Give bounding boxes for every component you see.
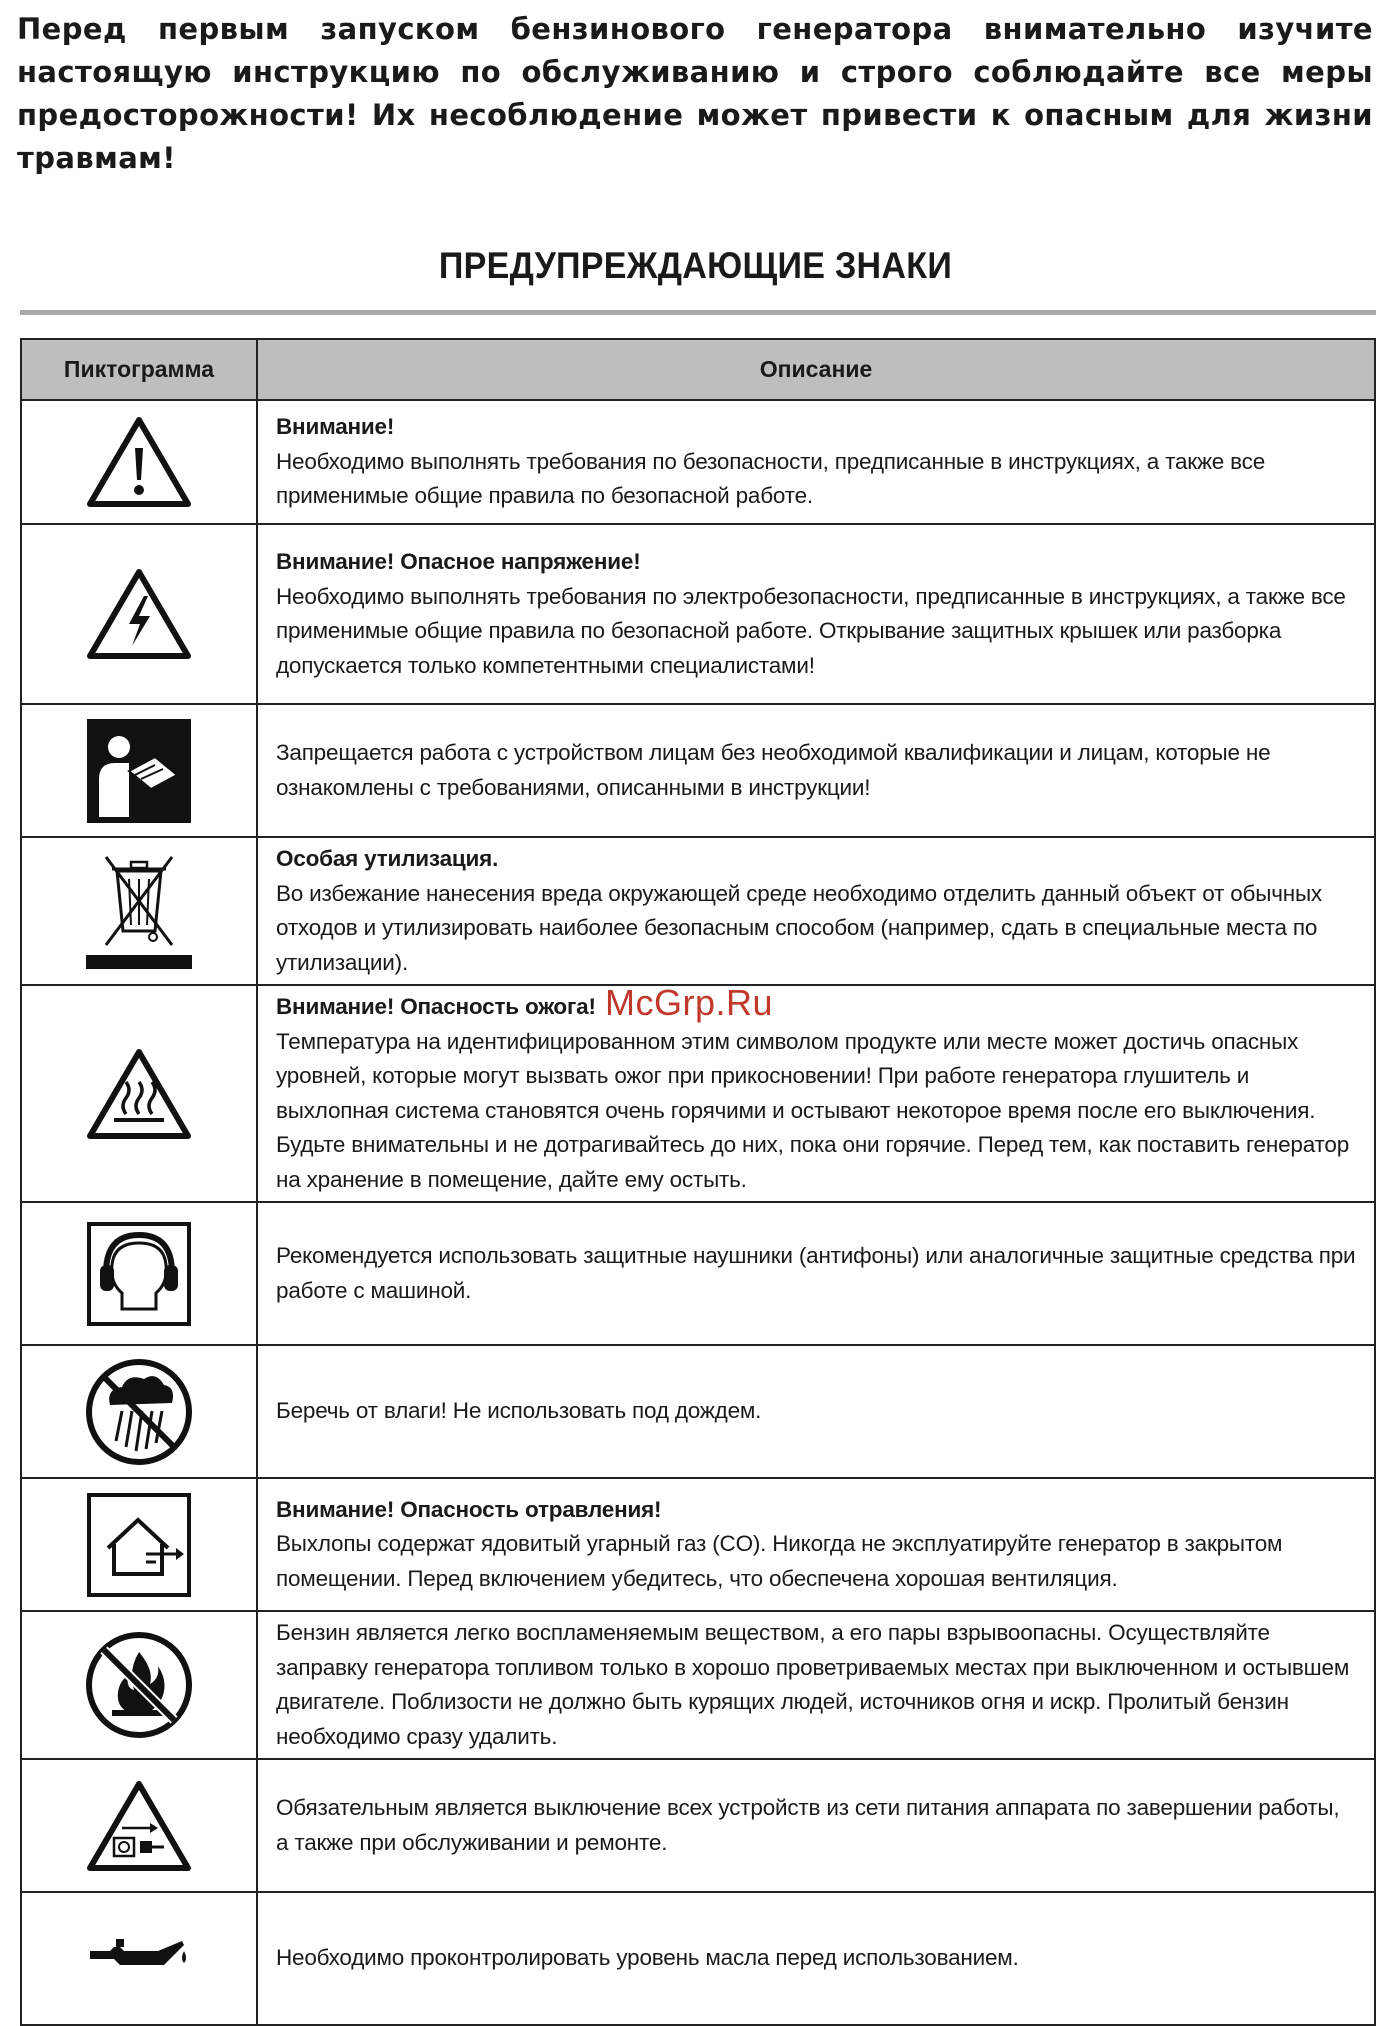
description-cell [257, 704, 1375, 837]
table-header-row [21, 339, 1375, 400]
description-cell [257, 985, 1375, 1202]
pictogram-cell [21, 1759, 257, 1892]
oil-can-icon [84, 1929, 194, 1989]
row-text: Во избежание нанесения вреда окружающей среде необходимо отделить данный объект от обычных отходов и утилизировать наиболее безопасным способом (например, сдать в специальные места по утилизации). [276, 880, 1322, 975]
indoor-exhaust-icon [86, 1492, 192, 1598]
pictogram-cell [21, 704, 257, 837]
row-text: Необходимо выполнять требования по электробезопасности, предписанные в инструкциях, а также все применимые общие правила по безопасной работе. Открывание защитных крышек или разборка допускается только компетентными специалистами! [276, 583, 1346, 678]
hot-surface-icon [84, 1046, 194, 1142]
table-row [21, 704, 1375, 837]
row-text: Выхлопы содержат ядовитый угарный газ (CO). Никогда не эксплуатируйте генератор в закрытом помещении. Перед включением убедитесь, что обеспечена хорошая вентиляция. [276, 1531, 1283, 1591]
description-cell [257, 1478, 1375, 1611]
table-row [21, 1892, 1375, 2025]
row-text: Беречь от влаги! Не использовать под дождем. [276, 1398, 762, 1424]
header-pictogram: Пиктограмма [21, 339, 257, 400]
description-cell [257, 837, 1375, 985]
row-text: Запрещается работа с устройством лицам без необходимой квалификации и лицам, которые не ознакомлены с требованиями, описанными в инструкции! [276, 740, 1271, 800]
row-text: Рекомендуется использовать защитные наушники (антифоны) или аналогичные защитные средства при работе с машиной. [276, 1243, 1356, 1303]
unplug-warning-icon [84, 1778, 194, 1874]
row-title: Внимание! Опасность отравления! [276, 1496, 662, 1522]
row-text: Бензин является легко воспламеняемым веществом, а его пары взрывоопасны. Осуществляйте заправку генератора топливом только в хорошо проветриваемых местах при выключенном и остывшем двигателе. Поблизости не должно быть курящих людей, источников огня и искр. Пролитый бензин необходимо сразу удалить. [276, 1620, 1350, 1749]
header-description: Описание [257, 339, 1375, 400]
description-cell [257, 1611, 1375, 1759]
description-cell [257, 1345, 1375, 1478]
row-title: Внимание! Опасность ожога! [276, 994, 596, 1019]
pictogram-cell [21, 985, 257, 1202]
description-cell [257, 400, 1375, 524]
pictogram-cell [21, 1478, 257, 1611]
no-rain-icon [84, 1357, 194, 1467]
description-cell [257, 524, 1375, 704]
description-cell [257, 1202, 1375, 1345]
pictogram-cell [21, 400, 257, 524]
row-text: Необходимо выполнять требования по безопасности, предписанные в инструкциях, а также все применимые общие правила по безопасной работе. [276, 448, 1266, 509]
table-row [21, 400, 1375, 524]
pictogram-cell [21, 1202, 257, 1345]
no-open-flame-icon [84, 1630, 194, 1740]
warning-signs-table [20, 338, 1376, 2026]
warning-exclamation-icon [84, 414, 194, 510]
pictogram-cell [21, 524, 257, 704]
row-title: Внимание! [276, 414, 395, 440]
table-row [21, 837, 1375, 985]
pictogram-cell [21, 1611, 257, 1759]
description-cell [257, 1892, 1375, 2025]
pictogram-cell [21, 837, 257, 985]
row-title: Внимание! Опасное напряжение! [276, 549, 641, 574]
section-title: ПРЕДУПРЕЖДАЮЩИЕ ЗНАКИ [438, 245, 953, 286]
title-divider [20, 310, 1376, 315]
crossed-bin-icon [84, 851, 194, 971]
high-voltage-icon [84, 566, 194, 662]
intro-warning: Перед первым запуском бензинового генератора внимательно изучите настоящую инструкцию по обслуживанию и строго соблюдайте все меры предосторожности! Их несоблюдение может привести к опасным для жизни травмам! [17, 12, 1373, 175]
table-row [21, 1478, 1375, 1611]
description-cell [257, 1759, 1375, 1892]
table-row [21, 1611, 1375, 1759]
row-text: Необходимо проконтролировать уровень масла перед использованием. [276, 1945, 1019, 1971]
table-row [21, 1759, 1375, 1892]
table-row [21, 524, 1375, 704]
pictogram-cell [21, 1892, 257, 2025]
pictogram-cell [21, 1345, 257, 1478]
row-text: Температура на идентифицированном этим символом продукте или месте может достичь опасных уровней, которые могут вызвать ожог при прикосновении! При работе генератора глушитель и выхлопная система становятся очень горячими и остывают некоторое время после его выключения. Будьте внимательны и не дотрагивайтесь до них, пока они горячие. Перед тем, как поставить генератор на хранение в помещение, дайте ему остыть. [276, 1028, 1350, 1192]
table-row [21, 1202, 1375, 1345]
ear-protection-icon [86, 1221, 192, 1327]
table-row [21, 1345, 1375, 1478]
row-title: Особая утилизация. [276, 846, 499, 871]
watermark: McGrp.Ru [605, 982, 774, 1023]
row-text: Обязательным является выключение всех устройств из сети питания аппарата по завершении работы, а также при обслуживании и ремонте. [276, 1795, 1340, 1855]
read-manual-icon [85, 717, 193, 825]
